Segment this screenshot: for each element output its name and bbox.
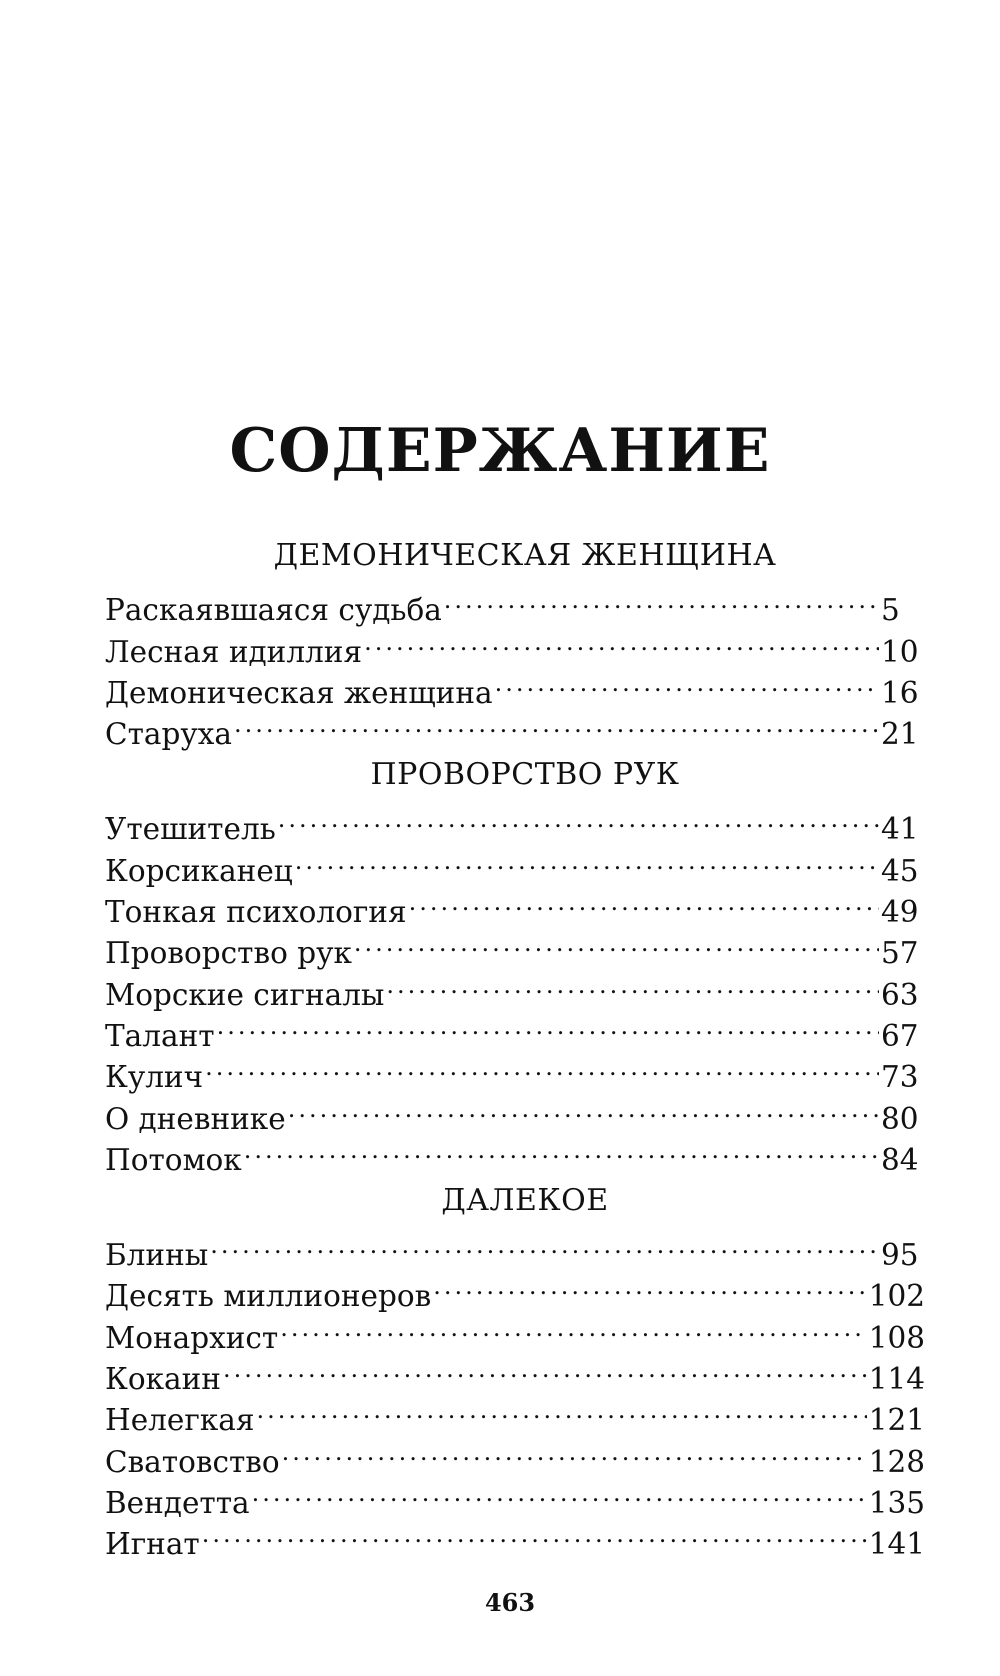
toc-entry[interactable]	[105, 1046, 925, 1095]
entry-title: Лесная идиллия	[105, 634, 363, 669]
entry-page-number: 114	[868, 1362, 925, 1397]
entry-title: Утешитель	[105, 812, 276, 847]
section-title: ПРОВОРСТВО РУК	[370, 757, 680, 793]
dot-leader	[205, 1046, 879, 1087]
entry-title: Монархист	[105, 1320, 279, 1355]
toc-section	[105, 754, 925, 1177]
entry-page-number: 80	[881, 1101, 919, 1136]
entry-title: Сватовство	[105, 1444, 280, 1479]
entry-page-number: 49	[881, 895, 919, 930]
dot-leader	[288, 1087, 879, 1128]
dot-leader	[252, 1472, 867, 1513]
entry-title: Проворство рук	[105, 936, 352, 971]
contents-heading: СОДЕРЖАНИЕ	[229, 416, 771, 486]
toc-entry[interactable]	[105, 579, 925, 628]
entry-page-number: 57	[881, 936, 919, 971]
toc-section	[105, 535, 925, 752]
entry-page-number: 84	[881, 1142, 919, 1177]
entry-page-number: 21	[881, 717, 919, 752]
entry-page-number: 95	[881, 1238, 919, 1273]
dot-leader	[433, 1265, 866, 1306]
dot-leader	[256, 1389, 866, 1430]
entry-title: Вендетта	[105, 1485, 250, 1520]
entry-title: Морские сигналы	[105, 977, 385, 1012]
page-number: 463	[484, 1588, 536, 1617]
entry-title: Кулич	[105, 1060, 204, 1095]
entry-title: О дневнике	[105, 1101, 286, 1136]
toc-entry[interactable]	[105, 1348, 925, 1397]
dot-leader	[409, 881, 879, 922]
entry-title: Кокаин	[105, 1362, 221, 1397]
dot-leader	[234, 703, 879, 744]
toc-entry[interactable]	[105, 1087, 925, 1136]
toc-entry[interactable]	[105, 1389, 925, 1438]
entry-title: Раскаявшаяся судьба	[105, 593, 442, 628]
dot-leader	[217, 1005, 879, 1046]
section-title: ДАЛЕКОЕ	[441, 1182, 609, 1218]
entry-title: Корсиканец	[105, 853, 293, 888]
entry-page-number: 63	[881, 977, 919, 1012]
entry-title: Десять миллионеров	[105, 1279, 432, 1314]
dot-leader	[278, 798, 879, 839]
dot-leader	[280, 1306, 866, 1347]
dot-leader	[364, 620, 879, 661]
entry-page-number: 135	[868, 1485, 925, 1520]
entry-page-number: 67	[881, 1018, 919, 1053]
dot-leader	[386, 963, 879, 1004]
entry-title: Потомок	[105, 1142, 242, 1177]
entry-page-number: 102	[868, 1279, 925, 1314]
dot-leader	[295, 839, 879, 880]
toc-entry[interactable]	[105, 1513, 925, 1562]
entry-title: Блины	[105, 1238, 209, 1273]
toc-entry[interactable]	[105, 798, 925, 847]
entry-page-number: 128	[868, 1444, 925, 1479]
dot-leader	[495, 662, 879, 703]
entry-page-number: 121	[868, 1403, 925, 1438]
dot-leader	[282, 1430, 867, 1471]
dot-leader	[210, 1224, 879, 1265]
entry-page-number: 108	[868, 1320, 925, 1355]
toc-entry[interactable]	[105, 1005, 925, 1053]
toc-section	[105, 1180, 925, 1562]
entry-page-number: 16	[881, 675, 919, 710]
entry-title: Старуха	[105, 717, 232, 752]
entry-page-number: 141	[868, 1527, 925, 1562]
entry-page-number: 41	[881, 812, 919, 847]
dot-leader	[444, 579, 879, 620]
entry-title: Нелегкая	[105, 1403, 255, 1438]
entry-title: Тонкая психология	[105, 895, 407, 930]
dot-leader	[354, 922, 879, 963]
table-of-contents	[105, 535, 925, 1562]
entry-title: Талант	[105, 1018, 215, 1053]
dot-leader	[223, 1348, 867, 1389]
entry-page-number: 45	[881, 853, 919, 888]
toc-entry[interactable]	[105, 1224, 925, 1273]
entry-page-number: 5	[881, 593, 900, 628]
entry-title: Демоническая женщина	[105, 675, 493, 710]
toc-entry[interactable]	[105, 1265, 925, 1314]
entry-page-number: 10	[881, 634, 919, 669]
entry-page-number: 73	[881, 1060, 919, 1095]
entry-title: Игнат	[105, 1527, 200, 1562]
section-title: ДЕМОНИЧЕСКАЯ ЖЕНЩИНА	[273, 538, 777, 573]
dot-leader	[244, 1129, 879, 1170]
dot-leader	[202, 1513, 867, 1554]
